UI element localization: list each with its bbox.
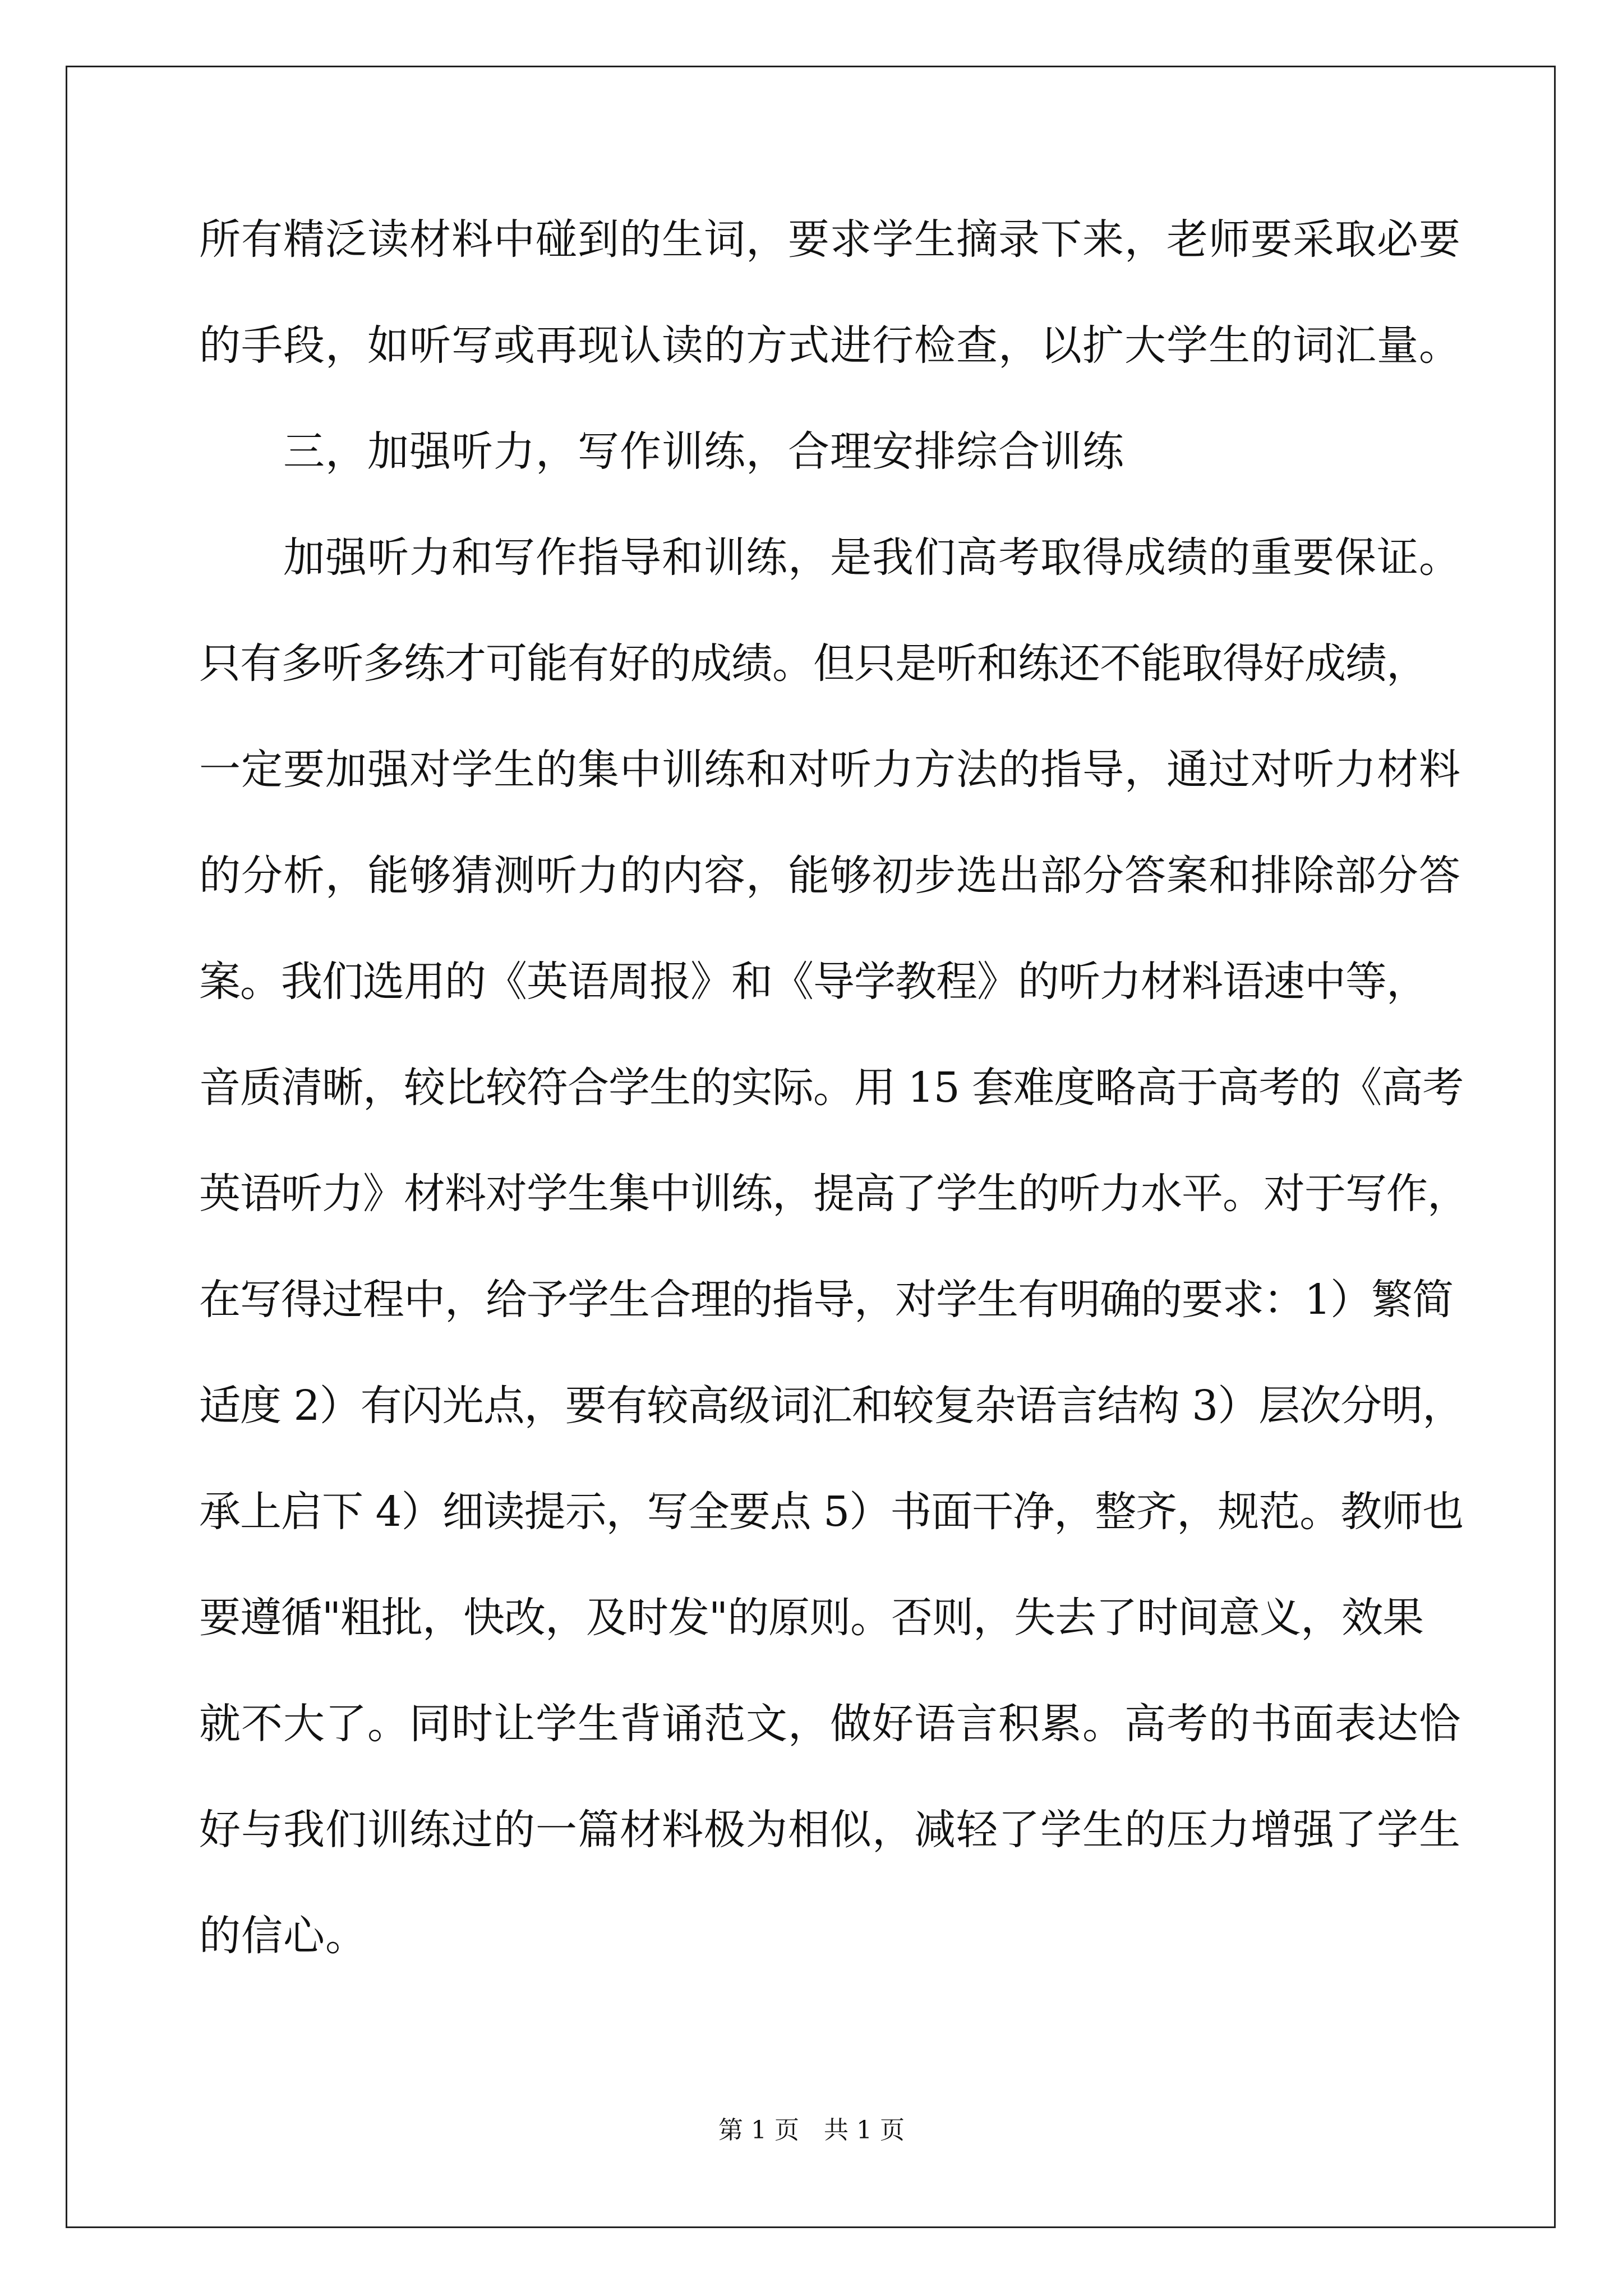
text-line: 的信心。 xyxy=(199,1912,367,1960)
text-line: 适度 2）有闪光点，要有较高级词汇和较复杂语言结构 3）层次分明， xyxy=(199,1382,1464,1430)
text-line: 加强听力和写作指导和训练，是我们高考取得成绩的重要保证。 xyxy=(283,533,1461,582)
page-number-footer: 第 1 页 共 1 页 xyxy=(718,2116,905,2145)
text-line: 所有精泛读材料中碰到的生词，要求学生摘录下来，老师要采取必要 xyxy=(199,215,1461,264)
document-body xyxy=(199,215,1468,2021)
text-line: 好与我们训练过的一篇材料极为相似，减轻了学生的压力增强了学生 xyxy=(199,1806,1461,1854)
text-line: 的手段，如听写或再现认读的方式进行检查，以扩大学生的词汇量。 xyxy=(199,321,1461,370)
text-line: 案。我们选用的《英语周报》和《导学教程》的听力材料语速中等， xyxy=(199,958,1427,1006)
text-line: 要遵循"粗批，快改，及时发"的原则。否则，失去了时间意义，效果 xyxy=(199,1594,1424,1642)
text-line: 音质清晰，较比较符合学生的实际。用 15 套难度略高于高考的《高考 xyxy=(199,1064,1464,1112)
text-line: 只有多听多练才可能有好的成绩。但只是听和练还不能取得好成绩， xyxy=(199,639,1427,688)
text-line: 承上启下 4）细读提示，写全要点 5）书面干净，整齐，规范。教师也 xyxy=(199,1488,1464,1536)
text-line: 就不大了。同时让学生背诵范文，做好语言积累。高考的书面表达恰 xyxy=(199,1700,1461,1748)
text-line: 英语听力》材料对学生集中训练，提高了学生的听力水平。对于写作， xyxy=(199,1170,1468,1218)
text-line: 在写得过程中，给予学生合理的指导，对学生有明确的要求：1）繁简 xyxy=(199,1276,1454,1324)
text-line: 的分析，能够猜测听力的内容，能够初步选出部分答案和排除部分答 xyxy=(199,852,1461,900)
text-line: 一定要加强对学生的集中训练和对听力方法的指导，通过对听力材料 xyxy=(199,746,1461,794)
section-heading: 三，加强听力，写作训练，合理安排综合训练 xyxy=(283,427,1124,476)
